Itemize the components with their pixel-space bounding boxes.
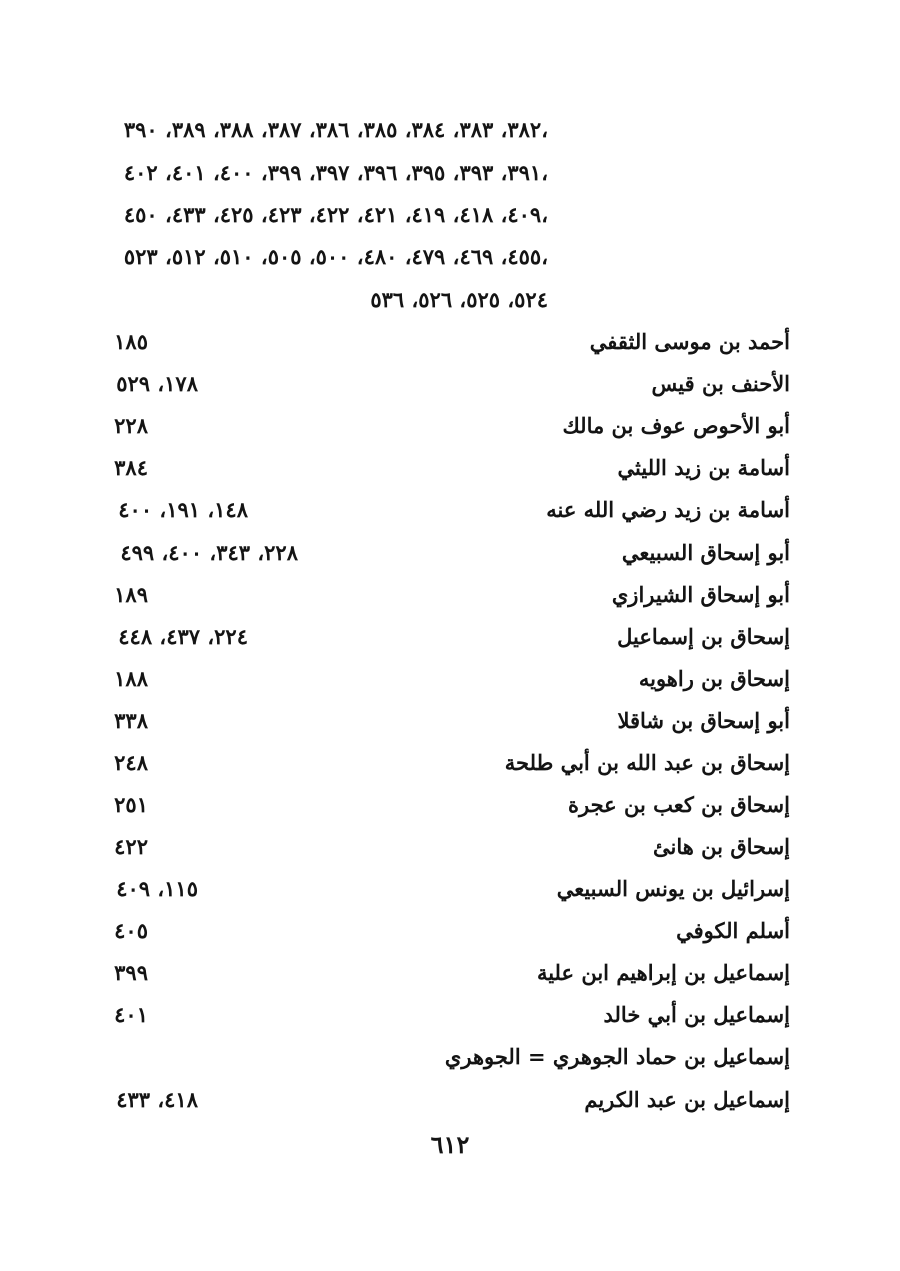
entry-name: إسماعيل بن إبراهيم ابن علية bbox=[536, 960, 790, 985]
continuation-line: ٥٢٤، ٥٢٥، ٥٢٦، ٥٣٦ bbox=[370, 287, 548, 312]
entry-pages: ٣٨٤ bbox=[114, 455, 148, 480]
entry-pages: ٢٢٨، ٣٤٣، ٤٠٠، ٤٩٩ bbox=[120, 540, 298, 565]
entry-pages: ١٧٨، ٥٢٩ bbox=[116, 371, 198, 396]
entry-name: إسحاق بن هانئ bbox=[653, 834, 790, 859]
entry-name: أبو الأحوص عوف بن مالك bbox=[562, 413, 790, 438]
entry-pages: ٣٩٩ bbox=[114, 960, 148, 985]
entry-name: إسماعيل بن حماد الجوهري = الجوهري bbox=[444, 1044, 790, 1069]
entry-name: أبو إسحاق السبيعي bbox=[621, 540, 790, 565]
entry-name: إسرائيل بن يونس السبيعي bbox=[556, 876, 790, 901]
continuation-line: ٣٩١، ٣٩٣، ٣٩٥، ٣٩٦، ٣٩٧، ٣٩٩، ٤٠٠، ٤٠١، ٤٠٢، bbox=[123, 160, 548, 185]
entry-pages: ١٨٥ bbox=[114, 329, 148, 354]
entry-name: إسحاق بن عبد الله بن أبي طلحة bbox=[504, 750, 790, 775]
entry-name: أحمد بن موسى الثقفي bbox=[589, 329, 790, 354]
entry-pages: ٢٤٨ bbox=[114, 750, 148, 775]
continuation-line: ٤٠٩، ٤١٨، ٤١٩، ٤٢١، ٤٢٢، ٤٢٣، ٤٢٥، ٤٣٣، ٤٥٠، bbox=[123, 202, 548, 227]
entry-pages: ٢٢٤، ٤٣٧، ٤٤٨ bbox=[118, 624, 248, 649]
entry-name: إسحاق بن راهويه bbox=[638, 666, 790, 691]
entry-name: أسامة بن زيد الليثي bbox=[617, 455, 790, 480]
entry-pages: ٤١٨، ٤٣٣ bbox=[116, 1087, 198, 1112]
entry-pages: ١٨٨ bbox=[114, 666, 148, 691]
entry-name: إسماعيل بن أبي خالد bbox=[603, 1002, 790, 1027]
entry-pages: ٤٢٢ bbox=[114, 834, 148, 859]
entry-name: أبو إسحاق بن شاقلا bbox=[617, 708, 790, 733]
entry-pages: ٣٣٨ bbox=[114, 708, 148, 733]
entry-name: إسحاق بن كعب بن عجرة bbox=[567, 792, 790, 817]
entry-pages: ٢٥١ bbox=[114, 792, 148, 817]
entry-pages: ١٤٨، ١٩١، ٤٠٠ bbox=[118, 497, 248, 522]
entry-pages: ٤٠١ bbox=[114, 1002, 148, 1027]
entry-name: الأحنف بن قيس bbox=[651, 371, 790, 396]
entry-pages: ١١٥، ٤٠٩ bbox=[116, 876, 198, 901]
entry-pages: ٤٠٥ bbox=[114, 918, 148, 943]
entry-name: إسحاق بن إسماعيل bbox=[617, 624, 790, 649]
entry-name: أسامة بن زيد رضي الله عنه bbox=[546, 497, 790, 522]
entry-name: أسلم الكوفي bbox=[676, 918, 790, 943]
entry-name: إسماعيل بن عبد الكريم bbox=[584, 1087, 790, 1112]
page-number: ٦١٢ bbox=[430, 1130, 470, 1159]
continuation-line: ٤٥٥، ٤٦٩، ٤٧٩، ٤٨٠، ٥٠٠، ٥٠٥، ٥١٠، ٥١٢، ٥٢٣، bbox=[123, 244, 548, 269]
entry-name: أبو إسحاق الشيرازي bbox=[611, 582, 790, 607]
entry-pages: ١٨٩ bbox=[114, 582, 148, 607]
continuation-line: ٣٨٢، ٣٨٣، ٣٨٤، ٣٨٥، ٣٨٦، ٣٨٧، ٣٨٨، ٣٨٩، ٣٩٠، bbox=[123, 117, 548, 142]
entry-pages: ٢٢٨ bbox=[114, 413, 148, 438]
